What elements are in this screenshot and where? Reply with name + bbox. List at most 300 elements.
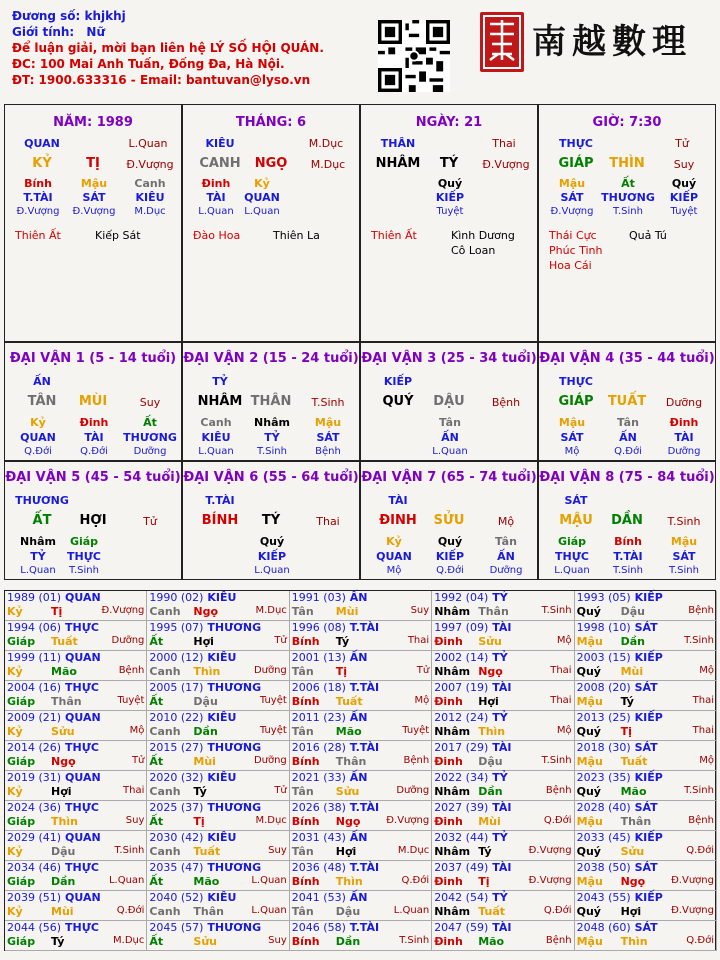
year-phase: Dưỡng <box>253 665 287 676</box>
year-cell[interactable] <box>290 891 432 921</box>
year-stem-god: THƯƠNG <box>207 741 262 754</box>
year-phase: Đ.Vượng <box>671 875 714 886</box>
pillar-stem-phase: M.Dục <box>308 137 344 150</box>
year-branch: Sửu <box>335 785 360 798</box>
pillar-box <box>182 104 360 342</box>
year-branch: Tị <box>335 665 348 678</box>
year-cell[interactable] <box>147 831 289 861</box>
dai-van-branch: DẬU <box>433 394 465 409</box>
year-cell[interactable] <box>575 891 717 921</box>
hidden-stem-phase: Mộ <box>564 446 580 457</box>
year-label: 1991 (03) <box>291 591 346 604</box>
hidden-stem-god: KIẾP <box>257 550 287 563</box>
year-cell[interactable] <box>5 801 147 831</box>
year-label: 2043 (55) <box>576 891 631 904</box>
year-branch: Dần <box>620 635 645 648</box>
year-label: 2015 (27) <box>149 741 204 754</box>
year-cell[interactable] <box>290 861 432 891</box>
year-phase: Tử <box>416 665 430 676</box>
year-cell[interactable] <box>147 921 289 951</box>
year-cell[interactable] <box>147 741 289 771</box>
year-cell[interactable] <box>147 681 289 711</box>
hidden-stem-phase: L.Quan <box>432 446 468 457</box>
special-star: Đào Hoa <box>193 229 241 242</box>
year-cell[interactable] <box>147 861 289 891</box>
dai-van-phase: Thai <box>316 515 340 528</box>
year-stem-god: TÀI <box>492 741 512 754</box>
special-star: Kình Dương <box>451 229 515 242</box>
hidden-stem-phase: Q.Đới <box>24 446 52 457</box>
year-cell[interactable] <box>147 591 289 621</box>
year-stem: Mậu <box>576 695 603 708</box>
year-stem-god: THỰC <box>65 921 99 934</box>
year-branch: Thìn <box>51 815 78 828</box>
year-cell[interactable] <box>575 681 717 711</box>
hidden-stem: Đinh <box>79 416 109 429</box>
hidden-stem-god: SÁT <box>560 431 584 444</box>
year-stem: Kỷ <box>7 785 23 798</box>
year-cell[interactable] <box>5 681 147 711</box>
year-phase: L.Quan <box>251 875 287 886</box>
year-phase: Tuyệt <box>259 725 287 736</box>
year-stem: Canh <box>149 905 181 918</box>
hidden-stem-god: THƯƠNG <box>123 431 177 444</box>
brand-logo: 南越數理 <box>532 22 692 62</box>
year-cell[interactable] <box>432 861 574 891</box>
year-label: 1999 (11) <box>7 651 62 664</box>
gender-label: Giới tính: <box>12 25 75 39</box>
dai-van-stem-god: TÀI <box>388 494 408 507</box>
year-branch: Mùi <box>335 605 359 618</box>
year-stem-god: TỶ <box>492 591 508 604</box>
year-cell[interactable] <box>575 741 717 771</box>
year-phase: Tử <box>131 755 145 766</box>
hidden-stem: Kỷ <box>30 416 46 429</box>
year-branch: Mùi <box>620 665 644 678</box>
year-branch: Tị <box>51 605 63 618</box>
year-label: 2019 (31) <box>7 771 62 784</box>
pillar-box <box>4 104 182 342</box>
year-cell[interactable] <box>290 651 432 681</box>
dai-van-branch: TÝ <box>261 513 281 528</box>
year-cell[interactable] <box>5 861 147 891</box>
special-star: Thiên La <box>273 229 320 242</box>
hidden-stem: Mậu <box>558 177 586 190</box>
year-label: 2047 (59) <box>434 921 489 934</box>
hidden-stem-god: KIẾP <box>435 191 465 204</box>
year-branch: Sửu <box>478 635 502 648</box>
year-cell[interactable] <box>5 711 147 741</box>
year-cell[interactable] <box>290 921 432 951</box>
year-stem: Canh <box>149 665 181 678</box>
year-label: 1990 (02) <box>149 591 204 604</box>
year-cell[interactable] <box>290 801 432 831</box>
year-cell[interactable] <box>575 831 717 861</box>
hidden-stem-phase: Tuyệt <box>436 206 464 217</box>
year-cell[interactable] <box>575 621 717 651</box>
dai-van-title: ĐẠI VẬN 5 (45 - 54 tuổi) <box>5 470 181 485</box>
hidden-stem-phase: Q.Đới <box>614 446 642 457</box>
year-stem: Giáp <box>7 635 36 648</box>
year-label: 2028 (40) <box>576 801 631 814</box>
pillar-stem: CANH <box>199 156 241 171</box>
pillar-branch: NGỌ <box>254 156 288 171</box>
pillar-title: NGÀY: 21 <box>415 115 483 130</box>
year-stem-god: TỶ <box>492 651 508 664</box>
year-label: 2029 (41) <box>7 831 62 844</box>
year-cell[interactable] <box>5 741 147 771</box>
year-branch: Mùi <box>193 755 216 768</box>
owner-name: Đương số: khjkhj <box>12 9 126 23</box>
year-cell[interactable] <box>290 711 432 741</box>
hidden-stem-god: ẤN <box>497 550 515 563</box>
year-stem: Quý <box>576 665 601 678</box>
dai-van-box <box>182 461 360 580</box>
phone-email-line[interactable]: ĐT: 1900.633316 - Email: bantuvan@lyso.vn <box>12 73 311 87</box>
year-cell[interactable] <box>575 801 717 831</box>
dai-van-stem: GIÁP <box>558 394 594 409</box>
hidden-stem-phase: Bệnh <box>315 446 341 457</box>
pillar-branch-phase: M.Dục <box>310 158 346 171</box>
dai-van-phase: Tử <box>143 515 157 528</box>
year-cell[interactable] <box>432 591 574 621</box>
hidden-stem-god: ẤN <box>619 431 637 444</box>
year-branch: Tuất <box>620 755 648 768</box>
year-branch: Hợi <box>193 635 214 648</box>
year-phase: Đ.Vượng <box>386 815 430 826</box>
year-cell[interactable] <box>575 591 717 621</box>
dai-van-title: ĐẠI VẬN 7 (65 - 74 tuổi) <box>361 470 537 485</box>
year-cell[interactable] <box>5 891 147 921</box>
year-cell[interactable] <box>575 861 717 891</box>
year-stem-god: T.TÀI <box>349 861 380 874</box>
hidden-stem: Đinh <box>669 416 699 429</box>
hidden-stem: Canh <box>200 416 232 429</box>
dai-van-stem-god: ẤN <box>33 375 51 388</box>
year-cell[interactable] <box>432 771 574 801</box>
year-label: 2035 (47) <box>149 861 204 874</box>
year-phase: M.Dục <box>255 605 287 616</box>
dai-van-title: ĐẠI VẬN 2 (15 - 24 tuổi) <box>183 351 359 366</box>
year-phase: Tuyệt <box>117 695 145 706</box>
year-cell[interactable] <box>5 921 147 951</box>
hidden-stem: Canh <box>134 177 166 190</box>
year-label: 2046 (58) <box>291 921 346 934</box>
pillar-title: GIỜ: 7:30 <box>592 115 662 130</box>
pillar-title: THÁNG: 6 <box>235 115 307 130</box>
year-branch: Dần <box>335 935 361 948</box>
year-stem-god: ẤN <box>349 651 368 664</box>
pillar-stem: NHÂM <box>375 156 421 171</box>
year-stem: Nhâm <box>434 905 471 918</box>
year-stem: Bính <box>291 635 320 648</box>
year-cell[interactable] <box>432 831 574 861</box>
hidden-stem-god: QUAN <box>376 550 412 563</box>
year-branch: Mão <box>335 725 362 738</box>
hidden-stem-god: KIẾP <box>669 191 699 204</box>
year-branch: Tị <box>193 815 205 828</box>
year-phase: Mộ <box>556 725 572 736</box>
year-cell[interactable] <box>432 741 574 771</box>
year-stem: Kỷ <box>7 725 23 738</box>
year-cell[interactable] <box>432 651 574 681</box>
year-cell[interactable] <box>575 771 717 801</box>
year-cell[interactable] <box>290 831 432 861</box>
red-seal-stamp <box>478 10 526 74</box>
year-stem: Đinh <box>434 695 463 708</box>
year-cell[interactable] <box>290 591 432 621</box>
year-stem: Bính <box>291 935 320 948</box>
year-stem: Quý <box>576 785 601 798</box>
dai-van-title: ĐẠI VẬN 1 (5 - 14 tuổi) <box>9 351 177 366</box>
year-cell[interactable] <box>290 681 432 711</box>
year-stem: Canh <box>149 845 181 858</box>
pillar-box <box>360 104 538 342</box>
year-phase: Mộ <box>129 725 145 736</box>
year-stem-god: THỰC <box>65 681 99 694</box>
hidden-stem-god: THỰC <box>555 550 589 563</box>
year-stem: Tân <box>291 725 314 738</box>
pillar-stem-god: THÂN <box>380 137 416 150</box>
year-label: 2011 (23) <box>291 711 346 724</box>
dai-van-stem-god: THỰC <box>559 375 593 388</box>
year-stem: Quý <box>576 725 601 738</box>
year-branch: Tuất <box>51 635 78 648</box>
year-branch: Hợi <box>478 695 499 708</box>
hidden-stem-phase: Đ.Vượng <box>550 206 594 217</box>
year-label: 2040 (52) <box>149 891 204 904</box>
year-branch: Tý <box>51 935 65 948</box>
year-stem: Mậu <box>576 755 603 768</box>
year-cell[interactable] <box>575 651 717 681</box>
year-stem: Tân <box>291 845 314 858</box>
year-stem: Nhâm <box>434 785 471 798</box>
year-stem-god: TỶ <box>492 771 508 784</box>
year-cell[interactable] <box>432 681 574 711</box>
year-cell[interactable] <box>5 621 147 651</box>
hidden-stem: Mậu <box>314 416 342 429</box>
year-cell[interactable] <box>147 891 289 921</box>
year-phase: Đ.Vượng <box>671 905 714 916</box>
year-cell[interactable] <box>147 801 289 831</box>
year-label: 2017 (29) <box>434 741 489 754</box>
pillar-branch: TỊ <box>86 156 100 171</box>
year-cell[interactable] <box>432 891 574 921</box>
year-branch: Mùi <box>478 815 501 828</box>
dai-van-branch: DẦN <box>611 513 643 528</box>
year-cell[interactable] <box>147 711 289 741</box>
year-stem-god: ẤN <box>349 591 368 604</box>
hidden-stem: Đinh <box>201 177 231 190</box>
hidden-stem-phase: Đ.Vượng <box>16 206 60 217</box>
year-phase: Mộ <box>699 755 714 766</box>
year-phase: Bệnh <box>688 815 714 826</box>
dai-van-phase: Bệnh <box>491 396 521 409</box>
year-label: 2018 (30) <box>576 741 631 754</box>
pillar-stem-god: THỰC <box>559 137 593 150</box>
hidden-stem: Giáp <box>69 535 99 548</box>
year-stem-god: THỰC <box>65 741 99 754</box>
special-star: Thái Cực <box>549 229 597 242</box>
year-branch: Ngọ <box>335 815 361 828</box>
year-stem-god: KIÊU <box>207 591 237 604</box>
yearly-luck-grid <box>4 590 716 951</box>
year-phase: L.Quan <box>251 905 287 916</box>
year-cell[interactable] <box>5 831 147 861</box>
year-cell[interactable] <box>147 651 289 681</box>
year-cell[interactable] <box>290 741 432 771</box>
year-branch: Dần <box>193 725 218 738</box>
year-label: 1994 (06) <box>7 621 62 634</box>
gender-line <box>12 24 324 40</box>
year-phase: T.Sinh <box>541 755 572 766</box>
year-stem-god: THƯƠNG <box>207 921 262 934</box>
year-stem: Quý <box>576 845 601 858</box>
year-branch: Dần <box>51 875 76 888</box>
year-cell[interactable] <box>575 711 717 741</box>
hidden-stem: Mậu <box>558 416 586 429</box>
year-cell[interactable] <box>290 621 432 651</box>
year-stem-god: KIÊU <box>207 711 237 724</box>
year-stem: Đinh <box>434 815 463 828</box>
year-label: 2026 (38) <box>291 801 346 814</box>
year-label: 2033 (45) <box>576 831 631 844</box>
year-stem: Bính <box>291 875 320 888</box>
pillar-stem: GIÁP <box>558 156 594 171</box>
year-stem-god: TỶ <box>492 711 508 724</box>
year-branch: Tuất <box>193 845 221 858</box>
year-stem-god: TỶ <box>492 831 508 844</box>
year-cell[interactable] <box>5 591 147 621</box>
year-label: 1998 (10) <box>576 621 631 634</box>
year-stem: Giáp <box>7 935 36 948</box>
year-stem-god: THƯƠNG <box>207 681 262 694</box>
year-branch: Ngọ <box>193 605 219 618</box>
gender-value: Nữ <box>86 25 106 39</box>
dai-van-branch: SỬU <box>433 513 465 528</box>
year-stem-god: T.TÀI <box>349 741 380 754</box>
year-phase: Tử <box>274 785 287 796</box>
hidden-stem-phase: M.Dục <box>134 206 166 217</box>
dai-van-title: ĐẠI VẬN 8 (75 - 84 tuổi) <box>539 470 715 485</box>
year-stem-god: ẤN <box>349 831 368 844</box>
hidden-stem-phase: Tuyệt <box>670 206 698 217</box>
hidden-stem-phase: T.Sinh <box>613 565 643 576</box>
year-label: 2044 (56) <box>7 921 62 934</box>
year-cell[interactable] <box>5 651 147 681</box>
year-label: 2037 (49) <box>434 861 489 874</box>
year-cell[interactable] <box>575 921 717 951</box>
year-label: 2023 (35) <box>576 771 631 784</box>
hidden-stem-phase: Đ.Vượng <box>72 206 116 217</box>
year-label: 2009 (21) <box>7 711 62 724</box>
year-label: 2010 (22) <box>149 711 204 724</box>
year-label: 2004 (16) <box>7 681 62 694</box>
year-stem: Đinh <box>434 635 463 648</box>
year-cell[interactable] <box>432 921 574 951</box>
year-stem-god: THỰC <box>65 861 99 874</box>
hidden-stem-god: SÁT <box>672 550 696 563</box>
year-branch: Dậu <box>620 605 645 618</box>
year-phase: Suy <box>268 845 287 856</box>
hidden-stem: Nhâm <box>20 535 56 548</box>
year-cell[interactable] <box>432 621 574 651</box>
year-stem-god: KIẾP <box>634 831 663 844</box>
year-cell[interactable] <box>5 771 147 801</box>
year-branch: Dậu <box>51 845 76 858</box>
hidden-stem: Quý <box>437 177 463 190</box>
hidden-stem-phase: Dưỡng <box>667 446 701 457</box>
dai-van-box <box>182 342 360 461</box>
year-phase: L.Quan <box>108 875 145 886</box>
year-phase: Tử <box>274 635 287 646</box>
year-stem: Kỷ <box>7 605 23 618</box>
pillar-branch-phase: Đ.Vượng <box>126 158 174 171</box>
year-stem: Quý <box>576 605 601 618</box>
year-cell[interactable] <box>432 801 574 831</box>
pillar-stem-phase: L.Quan <box>128 137 168 150</box>
year-phase: Bệnh <box>403 755 430 766</box>
year-stem: Nhâm <box>434 605 471 618</box>
year-stem: Giáp <box>7 875 36 888</box>
year-label: 2013 (25) <box>576 711 631 724</box>
dai-van-stem-god: THƯƠNG <box>15 494 69 507</box>
hidden-stem: Tân <box>495 535 517 548</box>
year-stem: Canh <box>149 785 181 798</box>
dai-van-box <box>4 461 182 580</box>
year-cell[interactable] <box>290 771 432 801</box>
year-label: 2038 (50) <box>576 861 631 874</box>
year-branch: Ngọ <box>51 755 76 768</box>
year-cell[interactable] <box>147 621 289 651</box>
hidden-stem-god: KIẾP <box>435 550 465 563</box>
year-stem-god: TÀI <box>492 621 512 634</box>
year-stem: Giáp <box>7 815 36 828</box>
year-stem: Mậu <box>576 875 603 888</box>
year-stem: Canh <box>149 605 181 618</box>
year-stem-god: ẤN <box>349 891 368 904</box>
year-cell[interactable] <box>147 771 289 801</box>
year-stem: Tân <box>291 905 314 918</box>
hidden-stem: Mậu <box>670 535 698 548</box>
dai-van-phase: Suy <box>139 396 161 409</box>
hidden-stem-phase: Mộ <box>386 565 402 576</box>
year-stem: Ất <box>149 755 164 768</box>
year-stem-god: SÁT <box>634 801 658 814</box>
year-label: 2001 (13) <box>291 651 346 664</box>
year-label: 1989 (01) <box>7 591 62 604</box>
hidden-stem-god: SÁT <box>316 431 340 444</box>
year-stem: Đinh <box>434 755 463 768</box>
year-stem-god: SÁT <box>634 741 658 754</box>
year-phase: Q.Đới <box>116 905 145 916</box>
year-cell[interactable] <box>432 711 574 741</box>
dai-van-stem-god: SÁT <box>564 494 588 507</box>
header-info <box>12 8 324 88</box>
year-stem: Ất <box>149 695 164 708</box>
year-stem-god: TÀI <box>492 681 512 694</box>
year-phase: T.Sinh <box>684 785 714 796</box>
year-label: 1997 (09) <box>434 621 489 634</box>
year-stem-god: TỶ <box>492 891 508 904</box>
year-branch: Hợi <box>335 845 357 858</box>
pillar-title: NĂM: 1989 <box>53 115 133 130</box>
year-phase: Mộ <box>556 635 572 646</box>
dai-van-stem: NHÂM <box>197 394 243 409</box>
year-phase: Bệnh <box>118 665 145 676</box>
year-phase: Q.Đới <box>686 845 714 856</box>
year-branch: Ngọ <box>478 665 503 678</box>
